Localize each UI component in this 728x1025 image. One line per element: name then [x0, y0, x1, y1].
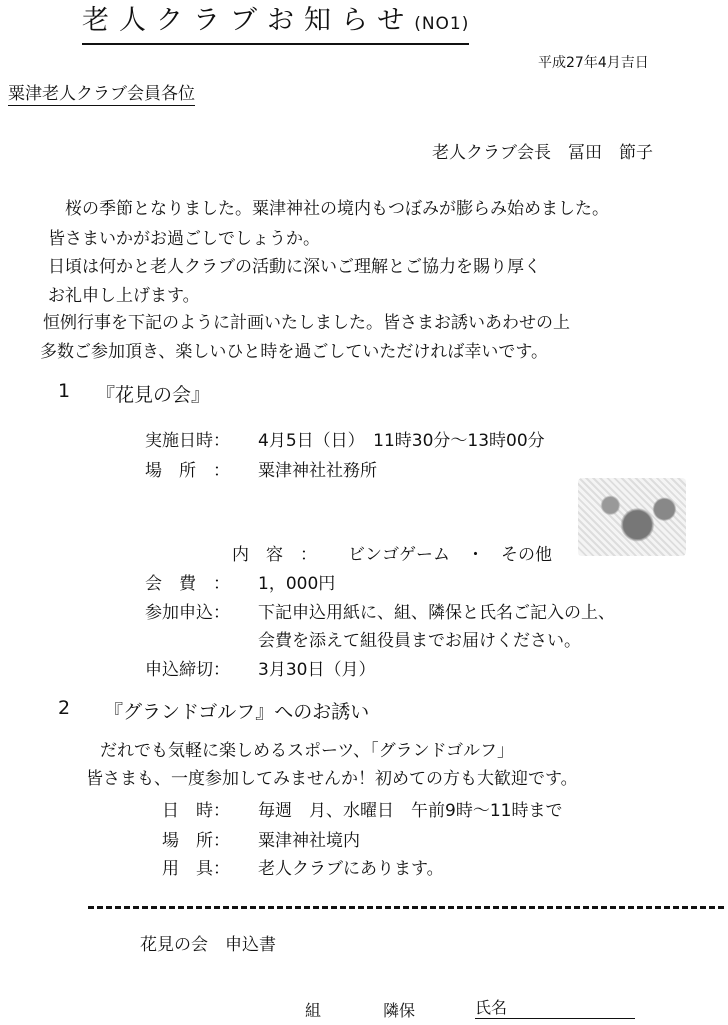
deadline-label: 申込締切：	[145, 660, 230, 680]
apply-value: 会費を添えて組役員までお届けください。	[258, 631, 581, 651]
section-number: 1	[58, 380, 71, 402]
time-value: 毎週 月、水曜日 午前9時～11時まで	[258, 801, 563, 821]
neighborhood-label: 隣保	[383, 1001, 416, 1020]
section-heading: 『グランドゴルフ』へのお誘い	[104, 701, 370, 723]
place-label: 場 所 ：	[145, 461, 230, 481]
fee-value: 1，000円	[258, 574, 336, 594]
section-heading: 『花見の会』	[96, 384, 211, 406]
section-number: 2	[58, 697, 71, 719]
date-value: 4月5日（日） 11時30分～13時00分	[258, 431, 545, 451]
intro-line: 桜の季節となりました。粟津神社の境内もつぼみが膨らみ始めました。	[48, 199, 609, 219]
intro-line: 恒例行事を下記のように計画いたしました。皆さまお誘いあわせの上	[26, 313, 570, 333]
cut-line	[88, 906, 724, 909]
place-label: 場 所：	[162, 831, 230, 851]
issue-date: 平成27年4月吉日	[538, 55, 649, 71]
invite-line: だれでも気軽に楽しめるスポーツ、「グランドゴルフ」	[100, 741, 514, 761]
notice-title	[82, 4, 469, 45]
sender: 老人クラブ会長 冨田 節子	[432, 143, 653, 163]
intro-line: 皆さまいかがお過ごしでしょうか。	[48, 229, 320, 249]
intro-line: 日頃は何かと老人クラブの活動に深いご理解とご協力を賜り厚く	[48, 257, 541, 277]
food-photo	[578, 478, 686, 556]
name-field[interactable]: 氏名	[475, 998, 635, 1019]
time-label: 日 時：	[162, 801, 230, 821]
form-title: 花見の会 申込書	[140, 935, 276, 955]
tools-label: 用 具：	[162, 859, 230, 879]
content-label: 内 容 ：	[232, 545, 317, 565]
intro-line: お礼申し上げます。	[48, 286, 200, 306]
place-value: 粟津神社境内	[258, 831, 360, 851]
title-number: (NO1)	[414, 14, 470, 34]
title-text: 老人クラブお知らせ	[82, 5, 415, 36]
place-value: 粟津神社社務所	[258, 461, 377, 481]
intro-line: 多数ご参加頂き、楽しいひと時を過ごしていただければ幸いです。	[40, 342, 548, 362]
addressee: 粟津老人クラブ会員各位	[8, 84, 195, 104]
content-value: ビンゴゲーム ・ その他	[348, 545, 552, 565]
tools-value: 老人クラブにあります。	[258, 859, 444, 879]
apply-value: 下記申込用紙に、組、隣保と氏名ご記入の上、	[258, 603, 615, 623]
apply-label: 参加申込：	[145, 603, 230, 623]
fee-label: 会 費 ：	[145, 574, 230, 594]
deadline-value: 3月30日（月）	[258, 660, 376, 680]
invite-line: 皆さまも、一度参加してみませんか！初めての方も大歓迎です。	[86, 769, 578, 789]
group-label: 組	[305, 1001, 322, 1020]
date-label: 実施日時：	[145, 431, 230, 451]
